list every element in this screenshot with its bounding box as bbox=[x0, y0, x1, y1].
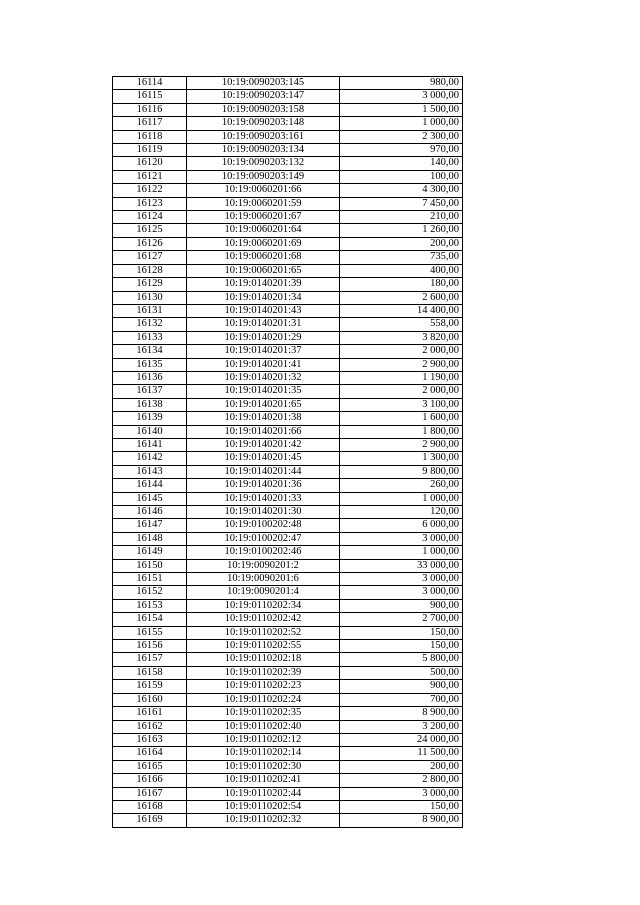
table-row bbox=[113, 425, 463, 438]
cadastral-number-cell: 10:19:0060201:68 bbox=[187, 251, 340, 264]
row-number-cell: 16153 bbox=[113, 599, 187, 612]
row-number-cell: 16116 bbox=[113, 103, 187, 116]
cadastral-number-cell: 10:19:0140201:66 bbox=[187, 425, 340, 438]
table-row bbox=[113, 506, 463, 519]
cadastral-number-cell: 10:19:0140201:36 bbox=[187, 479, 340, 492]
value-cell: 14 400,00 bbox=[340, 304, 463, 317]
table-row bbox=[113, 144, 463, 157]
row-number-cell: 16143 bbox=[113, 465, 187, 478]
value-cell: 7 450,00 bbox=[340, 197, 463, 210]
cadastral-number-cell: 10:19:0110202:39 bbox=[187, 666, 340, 679]
row-number-cell: 16145 bbox=[113, 492, 187, 505]
table-row bbox=[113, 197, 463, 210]
value-cell: 8 900,00 bbox=[340, 814, 463, 827]
table-row bbox=[113, 546, 463, 559]
value-cell: 1 800,00 bbox=[340, 425, 463, 438]
row-number-cell: 16132 bbox=[113, 318, 187, 331]
row-number-cell: 16124 bbox=[113, 211, 187, 224]
value-cell: 4 300,00 bbox=[340, 184, 463, 197]
table-row bbox=[113, 559, 463, 572]
cadastral-number-cell: 10:19:0090203:145 bbox=[187, 77, 340, 90]
row-number-cell: 16117 bbox=[113, 117, 187, 130]
table-row bbox=[113, 452, 463, 465]
row-number-cell: 16149 bbox=[113, 546, 187, 559]
table-row bbox=[113, 90, 463, 103]
cadastral-number-cell: 10:19:0110202:24 bbox=[187, 693, 340, 706]
cadastral-number-cell: 10:19:0090203:161 bbox=[187, 130, 340, 143]
value-cell: 150,00 bbox=[340, 626, 463, 639]
table-row bbox=[113, 640, 463, 653]
row-number-cell: 16137 bbox=[113, 385, 187, 398]
cadastral-number-cell: 10:19:0110202:40 bbox=[187, 720, 340, 733]
row-number-cell: 16152 bbox=[113, 586, 187, 599]
cadastral-number-cell: 10:19:0140201:38 bbox=[187, 412, 340, 425]
value-cell: 11 500,00 bbox=[340, 747, 463, 760]
value-cell: 558,00 bbox=[340, 318, 463, 331]
value-cell: 900,00 bbox=[340, 680, 463, 693]
row-number-cell: 16163 bbox=[113, 733, 187, 746]
value-cell: 3 000,00 bbox=[340, 90, 463, 103]
value-cell: 1 300,00 bbox=[340, 452, 463, 465]
table-row bbox=[113, 345, 463, 358]
value-cell: 3 100,00 bbox=[340, 398, 463, 411]
table-row bbox=[113, 130, 463, 143]
table-row bbox=[113, 720, 463, 733]
cadastral-number-cell: 10:19:0110202:52 bbox=[187, 626, 340, 639]
value-cell: 1 600,00 bbox=[340, 412, 463, 425]
table-row bbox=[113, 800, 463, 813]
value-cell: 24 000,00 bbox=[340, 733, 463, 746]
cadastral-number-cell: 10:19:0110202:35 bbox=[187, 707, 340, 720]
table-row bbox=[113, 599, 463, 612]
table-row bbox=[113, 653, 463, 666]
row-number-cell: 16160 bbox=[113, 693, 187, 706]
cadastral-number-cell: 10:19:0140201:34 bbox=[187, 291, 340, 304]
row-number-cell: 16125 bbox=[113, 224, 187, 237]
cadastral-number-cell: 10:19:0110202:44 bbox=[187, 787, 340, 800]
row-number-cell: 16127 bbox=[113, 251, 187, 264]
table-row bbox=[113, 211, 463, 224]
row-number-cell: 16130 bbox=[113, 291, 187, 304]
land-plot-table bbox=[112, 76, 463, 828]
row-number-cell: 16126 bbox=[113, 237, 187, 250]
value-cell: 6 000,00 bbox=[340, 519, 463, 532]
row-number-cell: 16141 bbox=[113, 438, 187, 451]
cadastral-number-cell: 10:19:0110202:34 bbox=[187, 599, 340, 612]
value-cell: 2 600,00 bbox=[340, 291, 463, 304]
value-cell: 735,00 bbox=[340, 251, 463, 264]
table-row bbox=[113, 532, 463, 545]
table-row bbox=[113, 318, 463, 331]
row-number-cell: 16159 bbox=[113, 680, 187, 693]
row-number-cell: 16129 bbox=[113, 278, 187, 291]
row-number-cell: 16157 bbox=[113, 653, 187, 666]
table-body bbox=[113, 77, 463, 828]
row-number-cell: 16168 bbox=[113, 800, 187, 813]
table-row bbox=[113, 519, 463, 532]
row-number-cell: 16147 bbox=[113, 519, 187, 532]
table-row bbox=[113, 77, 463, 90]
cadastral-number-cell: 10:19:0060201:65 bbox=[187, 264, 340, 277]
row-number-cell: 16158 bbox=[113, 666, 187, 679]
value-cell: 3 000,00 bbox=[340, 586, 463, 599]
row-number-cell: 16115 bbox=[113, 90, 187, 103]
table-row bbox=[113, 666, 463, 679]
value-cell: 2 900,00 bbox=[340, 438, 463, 451]
cadastral-number-cell: 10:19:0060201:59 bbox=[187, 197, 340, 210]
value-cell: 900,00 bbox=[340, 599, 463, 612]
cadastral-number-cell: 10:19:0110202:54 bbox=[187, 800, 340, 813]
table-row bbox=[113, 103, 463, 116]
value-cell: 33 000,00 bbox=[340, 559, 463, 572]
row-number-cell: 16150 bbox=[113, 559, 187, 572]
cadastral-number-cell: 10:19:0110202:55 bbox=[187, 640, 340, 653]
cadastral-number-cell: 10:19:0140201:65 bbox=[187, 398, 340, 411]
value-cell: 3 200,00 bbox=[340, 720, 463, 733]
cadastral-number-cell: 10:19:0090203:148 bbox=[187, 117, 340, 130]
row-number-cell: 16128 bbox=[113, 264, 187, 277]
cadastral-number-cell: 10:19:0110202:32 bbox=[187, 814, 340, 827]
row-number-cell: 16166 bbox=[113, 774, 187, 787]
row-number-cell: 16140 bbox=[113, 425, 187, 438]
table-row bbox=[113, 398, 463, 411]
value-cell: 180,00 bbox=[340, 278, 463, 291]
table-row bbox=[113, 586, 463, 599]
table-row bbox=[113, 224, 463, 237]
row-number-cell: 16169 bbox=[113, 814, 187, 827]
cadastral-number-cell: 10:19:0100202:48 bbox=[187, 519, 340, 532]
row-number-cell: 16135 bbox=[113, 358, 187, 371]
row-number-cell: 16142 bbox=[113, 452, 187, 465]
value-cell: 1 260,00 bbox=[340, 224, 463, 237]
table-row bbox=[113, 573, 463, 586]
row-number-cell: 16114 bbox=[113, 77, 187, 90]
value-cell: 2 000,00 bbox=[340, 345, 463, 358]
value-cell: 500,00 bbox=[340, 666, 463, 679]
table-row bbox=[113, 304, 463, 317]
value-cell: 120,00 bbox=[340, 506, 463, 519]
row-number-cell: 16144 bbox=[113, 479, 187, 492]
value-cell: 3 820,00 bbox=[340, 331, 463, 344]
cadastral-number-cell: 10:19:0140201:43 bbox=[187, 304, 340, 317]
value-cell: 260,00 bbox=[340, 479, 463, 492]
row-number-cell: 16120 bbox=[113, 157, 187, 170]
cadastral-number-cell: 10:19:0140201:44 bbox=[187, 465, 340, 478]
row-number-cell: 16139 bbox=[113, 412, 187, 425]
cadastral-number-cell: 10:19:0140201:32 bbox=[187, 371, 340, 384]
row-number-cell: 16154 bbox=[113, 613, 187, 626]
cadastral-number-cell: 10:19:0110202:23 bbox=[187, 680, 340, 693]
cadastral-number-cell: 10:19:0140201:42 bbox=[187, 438, 340, 451]
cadastral-number-cell: 10:19:0100202:46 bbox=[187, 546, 340, 559]
table-row bbox=[113, 157, 463, 170]
table-row bbox=[113, 438, 463, 451]
cadastral-number-cell: 10:19:0140201:35 bbox=[187, 385, 340, 398]
row-number-cell: 16167 bbox=[113, 787, 187, 800]
table-row bbox=[113, 117, 463, 130]
value-cell: 700,00 bbox=[340, 693, 463, 706]
table-row bbox=[113, 733, 463, 746]
table-row bbox=[113, 331, 463, 344]
row-number-cell: 16146 bbox=[113, 506, 187, 519]
table-row bbox=[113, 814, 463, 827]
value-cell: 3 000,00 bbox=[340, 787, 463, 800]
row-number-cell: 16133 bbox=[113, 331, 187, 344]
table-row bbox=[113, 264, 463, 277]
row-number-cell: 16123 bbox=[113, 197, 187, 210]
cadastral-number-cell: 10:19:0110202:18 bbox=[187, 653, 340, 666]
value-cell: 1 000,00 bbox=[340, 492, 463, 505]
value-cell: 2 700,00 bbox=[340, 613, 463, 626]
row-number-cell: 16148 bbox=[113, 532, 187, 545]
cadastral-number-cell: 10:19:0110202:42 bbox=[187, 613, 340, 626]
value-cell: 980,00 bbox=[340, 77, 463, 90]
row-number-cell: 16155 bbox=[113, 626, 187, 639]
value-cell: 3 000,00 bbox=[340, 573, 463, 586]
value-cell: 1 500,00 bbox=[340, 103, 463, 116]
cadastral-number-cell: 10:19:0060201:66 bbox=[187, 184, 340, 197]
cadastral-number-cell: 10:19:0090203:132 bbox=[187, 157, 340, 170]
cadastral-number-cell: 10:19:0090203:149 bbox=[187, 170, 340, 183]
cadastral-number-cell: 10:19:0140201:29 bbox=[187, 331, 340, 344]
cadastral-number-cell: 10:19:0110202:41 bbox=[187, 774, 340, 787]
value-cell: 2 800,00 bbox=[340, 774, 463, 787]
cadastral-number-cell: 10:19:0140201:37 bbox=[187, 345, 340, 358]
cadastral-number-cell: 10:19:0060201:67 bbox=[187, 211, 340, 224]
cadastral-number-cell: 10:19:0090201:6 bbox=[187, 573, 340, 586]
value-cell: 200,00 bbox=[340, 760, 463, 773]
row-number-cell: 16122 bbox=[113, 184, 187, 197]
value-cell: 1 000,00 bbox=[340, 546, 463, 559]
cadastral-number-cell: 10:19:0140201:31 bbox=[187, 318, 340, 331]
cadastral-number-cell: 10:19:0060201:69 bbox=[187, 237, 340, 250]
table-row bbox=[113, 358, 463, 371]
value-cell: 100,00 bbox=[340, 170, 463, 183]
table-row bbox=[113, 278, 463, 291]
cadastral-number-cell: 10:19:0140201:33 bbox=[187, 492, 340, 505]
row-number-cell: 16156 bbox=[113, 640, 187, 653]
table-row bbox=[113, 184, 463, 197]
value-cell: 2 900,00 bbox=[340, 358, 463, 371]
value-cell: 210,00 bbox=[340, 211, 463, 224]
value-cell: 8 900,00 bbox=[340, 707, 463, 720]
cadastral-number-cell: 10:19:0140201:39 bbox=[187, 278, 340, 291]
cadastral-number-cell: 10:19:0090203:158 bbox=[187, 103, 340, 116]
row-number-cell: 16136 bbox=[113, 371, 187, 384]
table-row bbox=[113, 747, 463, 760]
table-row bbox=[113, 787, 463, 800]
cadastral-number-cell: 10:19:0090201:4 bbox=[187, 586, 340, 599]
table-row bbox=[113, 385, 463, 398]
table-row bbox=[113, 170, 463, 183]
row-number-cell: 16138 bbox=[113, 398, 187, 411]
row-number-cell: 16162 bbox=[113, 720, 187, 733]
value-cell: 3 000,00 bbox=[340, 532, 463, 545]
table-row bbox=[113, 774, 463, 787]
cadastral-number-cell: 10:19:0140201:45 bbox=[187, 452, 340, 465]
value-cell: 200,00 bbox=[340, 237, 463, 250]
cadastral-number-cell: 10:19:0110202:14 bbox=[187, 747, 340, 760]
cadastral-number-cell: 10:19:0140201:41 bbox=[187, 358, 340, 371]
row-number-cell: 16134 bbox=[113, 345, 187, 358]
cadastral-number-cell: 10:19:0090203:134 bbox=[187, 144, 340, 157]
value-cell: 140,00 bbox=[340, 157, 463, 170]
table-row bbox=[113, 492, 463, 505]
row-number-cell: 16121 bbox=[113, 170, 187, 183]
value-cell: 1 000,00 bbox=[340, 117, 463, 130]
table-row bbox=[113, 680, 463, 693]
value-cell: 970,00 bbox=[340, 144, 463, 157]
cadastral-number-cell: 10:19:0110202:12 bbox=[187, 733, 340, 746]
row-number-cell: 16119 bbox=[113, 144, 187, 157]
cadastral-number-cell: 10:19:0060201:64 bbox=[187, 224, 340, 237]
row-number-cell: 16164 bbox=[113, 747, 187, 760]
cadastral-number-cell: 10:19:0090203:147 bbox=[187, 90, 340, 103]
value-cell: 5 800,00 bbox=[340, 653, 463, 666]
cadastral-number-cell: 10:19:0110202:30 bbox=[187, 760, 340, 773]
value-cell: 1 190,00 bbox=[340, 371, 463, 384]
row-number-cell: 16161 bbox=[113, 707, 187, 720]
row-number-cell: 16118 bbox=[113, 130, 187, 143]
table-row bbox=[113, 412, 463, 425]
table-row bbox=[113, 626, 463, 639]
table-row bbox=[113, 693, 463, 706]
value-cell: 150,00 bbox=[340, 640, 463, 653]
table-row bbox=[113, 371, 463, 384]
table-row bbox=[113, 613, 463, 626]
value-cell: 150,00 bbox=[340, 800, 463, 813]
table-row bbox=[113, 760, 463, 773]
row-number-cell: 16151 bbox=[113, 573, 187, 586]
row-number-cell: 16131 bbox=[113, 304, 187, 317]
table-row bbox=[113, 465, 463, 478]
value-cell: 9 800,00 bbox=[340, 465, 463, 478]
table-row bbox=[113, 291, 463, 304]
value-cell: 2 300,00 bbox=[340, 130, 463, 143]
table-row bbox=[113, 479, 463, 492]
cadastral-number-cell: 10:19:0100202:47 bbox=[187, 532, 340, 545]
cadastral-number-cell: 10:19:0140201:30 bbox=[187, 506, 340, 519]
value-cell: 2 000,00 bbox=[340, 385, 463, 398]
table-row bbox=[113, 237, 463, 250]
value-cell: 400,00 bbox=[340, 264, 463, 277]
row-number-cell: 16165 bbox=[113, 760, 187, 773]
cadastral-number-cell: 10:19:0090201:2 bbox=[187, 559, 340, 572]
table-row bbox=[113, 707, 463, 720]
table-row bbox=[113, 251, 463, 264]
